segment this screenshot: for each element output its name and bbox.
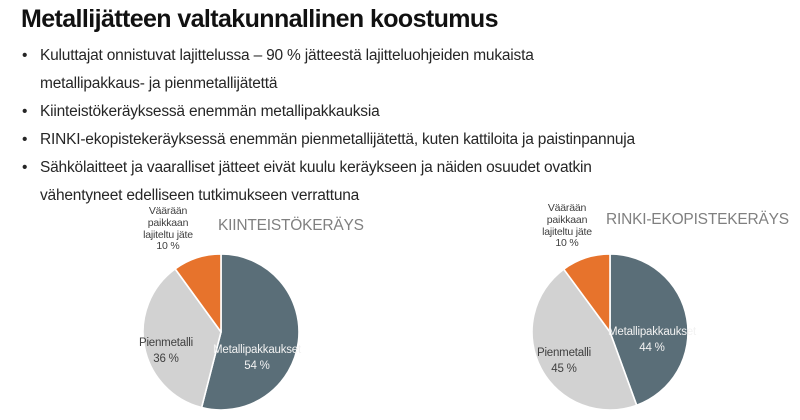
- bullet-text: [40, 154, 592, 210]
- bullet-text: [40, 98, 380, 126]
- bullet-item: [22, 98, 792, 126]
- pie-label-value: 44 %: [639, 342, 665, 354]
- bullet-text: [40, 42, 534, 98]
- pie-label-value: 45 %: [551, 363, 577, 375]
- pie-label-text: Pienmetalli: [536, 347, 592, 359]
- bullet-line: metallipakkaus- ja pienmetallijätettä: [40, 75, 278, 92]
- callout-line: Väärään: [547, 202, 587, 214]
- pie-label-metallipakkaukset: [213, 342, 301, 374]
- bullet-item: [22, 42, 792, 98]
- pie-callout-vaaraan-paikkaan: [118, 206, 218, 253]
- bullet-text: [40, 126, 635, 154]
- page-title: Metallijätteen valtakunnallinen koostumus: [21, 5, 498, 33]
- pie-label-pienmetalli: [139, 335, 193, 367]
- pie-chart-kiinteistokerays: [138, 252, 301, 412]
- bullet-marker: •: [22, 103, 28, 120]
- bullet-marker: •: [22, 47, 28, 64]
- bullet-list: [22, 42, 792, 210]
- pie-label-value: 36 %: [153, 353, 179, 365]
- bullet-line: RINKI-ekopistekeräyksessä enemmän pienmetallijätettä, kuten kattiloita ja paistinpannuja: [40, 131, 635, 148]
- pie-label-pienmetalli: [537, 345, 591, 377]
- bullet-item: [22, 126, 792, 154]
- bullet-line: Kiinteistökeräyksessä enemmän metallipakkauksia: [40, 103, 380, 120]
- pie-label-text: Pienmetalli: [138, 337, 194, 349]
- bullet-line: Sähkölaitteet ja vaaralliset jätteet eivät kuulu keräykseen ja näiden osuudet ovatkin: [40, 159, 592, 176]
- callout-percent: 10 %: [156, 240, 180, 253]
- pie-label-text: Metallipakkaukset: [212, 344, 302, 356]
- bullet-item: [22, 154, 792, 210]
- pie-label-text: Metallipakkaukset: [607, 326, 697, 338]
- bullet-line: vähentyneet edelliseen tutkimukseen verrattuna: [40, 187, 360, 204]
- bullet-marker: •: [22, 159, 28, 176]
- callout-line: lajiteltu jäte: [143, 228, 193, 241]
- pie-label-value: 54 %: [244, 360, 270, 372]
- chart-title-kiinteistokerays: KIINTEISTÖKERÄYS: [218, 217, 364, 234]
- callout-line: paikkaan: [147, 216, 189, 229]
- callout-line: lajiteltu jäte: [542, 225, 592, 238]
- pie-callout-vaaraan-paikkaan: [517, 203, 617, 250]
- bullet-line: Kuluttajat onnistuvat lajittelussa – 90 % jätteestä lajitteluohjeiden mukaista: [40, 47, 534, 64]
- callout-percent: 10 %: [555, 237, 579, 250]
- pie-label-metallipakkaukset: [608, 324, 696, 356]
- callout-line: Väärään: [148, 205, 188, 217]
- chart-title-rinki-ekopistekerays: RINKI-EKOPISTEKERÄYS: [606, 211, 789, 228]
- callout-line: paikkaan: [546, 213, 588, 226]
- bullet-marker: •: [22, 131, 28, 148]
